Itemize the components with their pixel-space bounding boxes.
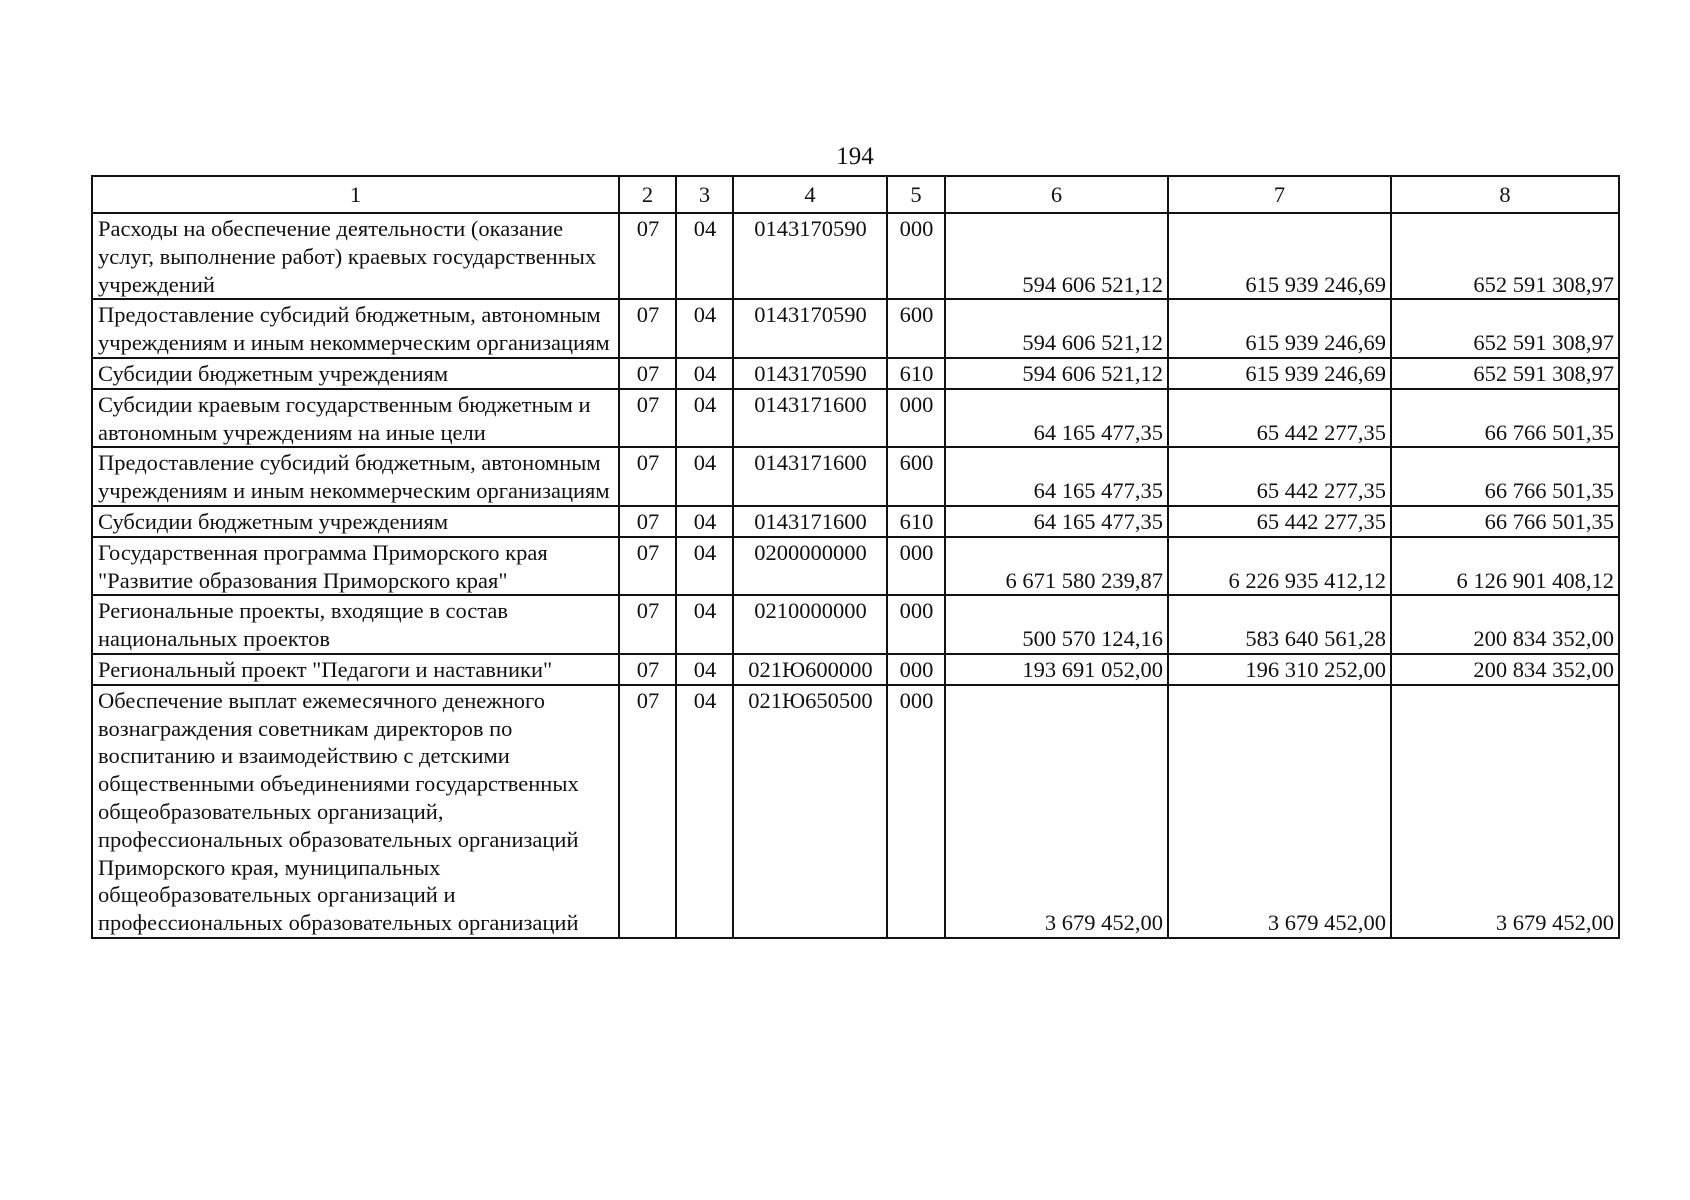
amount-year3-cell: 200 834 352,00 [1391,654,1619,685]
section-code-cell: 07 [619,389,676,448]
amount-year3-cell: 66 766 501,35 [1391,506,1619,537]
table-row [92,213,1619,299]
row-name-cell: Субсидии краевым государственным бюджетным и автономным учреждениям на иные цели [92,389,619,448]
amount-year1-cell: 64 165 477,35 [945,447,1168,506]
target-article-cell: 021Ю600000 [733,654,887,685]
subsection-code-cell: 04 [676,685,733,938]
row-name-cell: Государственная программа Приморского края "Развитие образования Приморского края" [92,537,619,596]
amount-year3-cell: 200 834 352,00 [1391,595,1619,654]
amount-year3-cell: 652 591 308,97 [1391,358,1619,389]
amount-year1-cell: 193 691 052,00 [945,654,1168,685]
table-row [92,685,1619,938]
expense-type-cell: 610 [887,358,945,389]
section-code-cell: 07 [619,537,676,596]
column-header-1: 1 [92,176,619,213]
amount-year2-cell: 6 226 935 412,12 [1168,537,1391,596]
amount-year3-cell: 652 591 308,97 [1391,299,1619,358]
budget-table [91,175,1620,939]
target-article-cell: 0143171600 [733,506,887,537]
row-name-cell: Предоставление субсидий бюджетным, автономным учреждениям и иным некоммерческим организациям [92,447,619,506]
table-row [92,299,1619,358]
expense-type-cell: 000 [887,213,945,299]
target-article-cell: 0200000000 [733,537,887,596]
subsection-code-cell: 04 [676,595,733,654]
row-name-cell: Предоставление субсидий бюджетным, автономным учреждениям и иным некоммерческим организациям [92,299,619,358]
expense-type-cell: 000 [887,685,945,938]
amount-year2-cell: 615 939 246,69 [1168,358,1391,389]
row-name-cell: Субсидии бюджетным учреждениям [92,358,619,389]
amount-year2-cell: 196 310 252,00 [1168,654,1391,685]
expense-type-cell: 610 [887,506,945,537]
table-row [92,537,1619,596]
amount-year1-cell: 3 679 452,00 [945,685,1168,938]
target-article-cell: 0143170590 [733,299,887,358]
amount-year2-cell: 65 442 277,35 [1168,506,1391,537]
page-number: 194 [836,143,874,170]
amount-year3-cell: 66 766 501,35 [1391,447,1619,506]
subsection-code-cell: 04 [676,389,733,448]
column-header-6: 6 [945,176,1168,213]
expense-type-cell: 000 [887,537,945,596]
section-code-cell: 07 [619,685,676,938]
target-article-cell: 0143170590 [733,213,887,299]
amount-year1-cell: 594 606 521,12 [945,299,1168,358]
column-header-8: 8 [1391,176,1619,213]
table-row [92,358,1619,389]
row-name-cell: Расходы на обеспечение деятельности (оказание услуг, выполнение работ) краевых государственных учреждений [92,213,619,299]
amount-year1-cell: 500 570 124,16 [945,595,1168,654]
expense-type-cell: 600 [887,299,945,358]
section-code-cell: 07 [619,213,676,299]
subsection-code-cell: 04 [676,506,733,537]
column-header-2: 2 [619,176,676,213]
target-article-cell: 0143171600 [733,389,887,448]
row-name-cell: Субсидии бюджетным учреждениям [92,506,619,537]
section-code-cell: 07 [619,358,676,389]
table-row [92,654,1619,685]
amount-year2-cell: 3 679 452,00 [1168,685,1391,938]
row-name-cell: Региональные проекты, входящие в состав национальных проектов [92,595,619,654]
target-article-cell: 0143170590 [733,358,887,389]
table-row [92,506,1619,537]
section-code-cell: 07 [619,506,676,537]
header-row [92,176,1619,213]
subsection-code-cell: 04 [676,358,733,389]
amount-year1-cell: 594 606 521,12 [945,358,1168,389]
target-article-cell: 021Ю650500 [733,685,887,938]
table-row [92,389,1619,448]
subsection-code-cell: 04 [676,299,733,358]
amount-year3-cell: 652 591 308,97 [1391,213,1619,299]
expense-type-cell: 000 [887,654,945,685]
amount-year1-cell: 6 671 580 239,87 [945,537,1168,596]
table-row [92,447,1619,506]
amount-year3-cell: 6 126 901 408,12 [1391,537,1619,596]
amount-year3-cell: 66 766 501,35 [1391,389,1619,448]
row-name-cell: Обеспечение выплат ежемесячного денежного вознаграждения советникам директоров по воспитанию и взаимодействию с детскими общественными объединениями государственных общеобразовательных организаций, профессиональных образовательных организаций Приморского края, муниципальных общеобразовательных организаций и профессиональных образовательных организаций [92,685,619,938]
table-body [92,213,1619,938]
expense-type-cell: 000 [887,595,945,654]
amount-year2-cell: 65 442 277,35 [1168,389,1391,448]
amount-year1-cell: 594 606 521,12 [945,213,1168,299]
column-header-4: 4 [733,176,887,213]
subsection-code-cell: 04 [676,654,733,685]
target-article-cell: 0143171600 [733,447,887,506]
expense-type-cell: 000 [887,389,945,448]
subsection-code-cell: 04 [676,213,733,299]
amount-year2-cell: 583 640 561,28 [1168,595,1391,654]
amount-year1-cell: 64 165 477,35 [945,389,1168,448]
subsection-code-cell: 04 [676,447,733,506]
column-header-7: 7 [1168,176,1391,213]
amount-year1-cell: 64 165 477,35 [945,506,1168,537]
amount-year2-cell: 65 442 277,35 [1168,447,1391,506]
section-code-cell: 07 [619,654,676,685]
amount-year2-cell: 615 939 246,69 [1168,299,1391,358]
amount-year3-cell: 3 679 452,00 [1391,685,1619,938]
table-row [92,595,1619,654]
row-name-cell: Региональный проект "Педагоги и наставники" [92,654,619,685]
section-code-cell: 07 [619,299,676,358]
target-article-cell: 0210000000 [733,595,887,654]
subsection-code-cell: 04 [676,537,733,596]
expense-type-cell: 600 [887,447,945,506]
amount-year2-cell: 615 939 246,69 [1168,213,1391,299]
column-header-5: 5 [887,176,945,213]
section-code-cell: 07 [619,447,676,506]
column-header-3: 3 [676,176,733,213]
section-code-cell: 07 [619,595,676,654]
